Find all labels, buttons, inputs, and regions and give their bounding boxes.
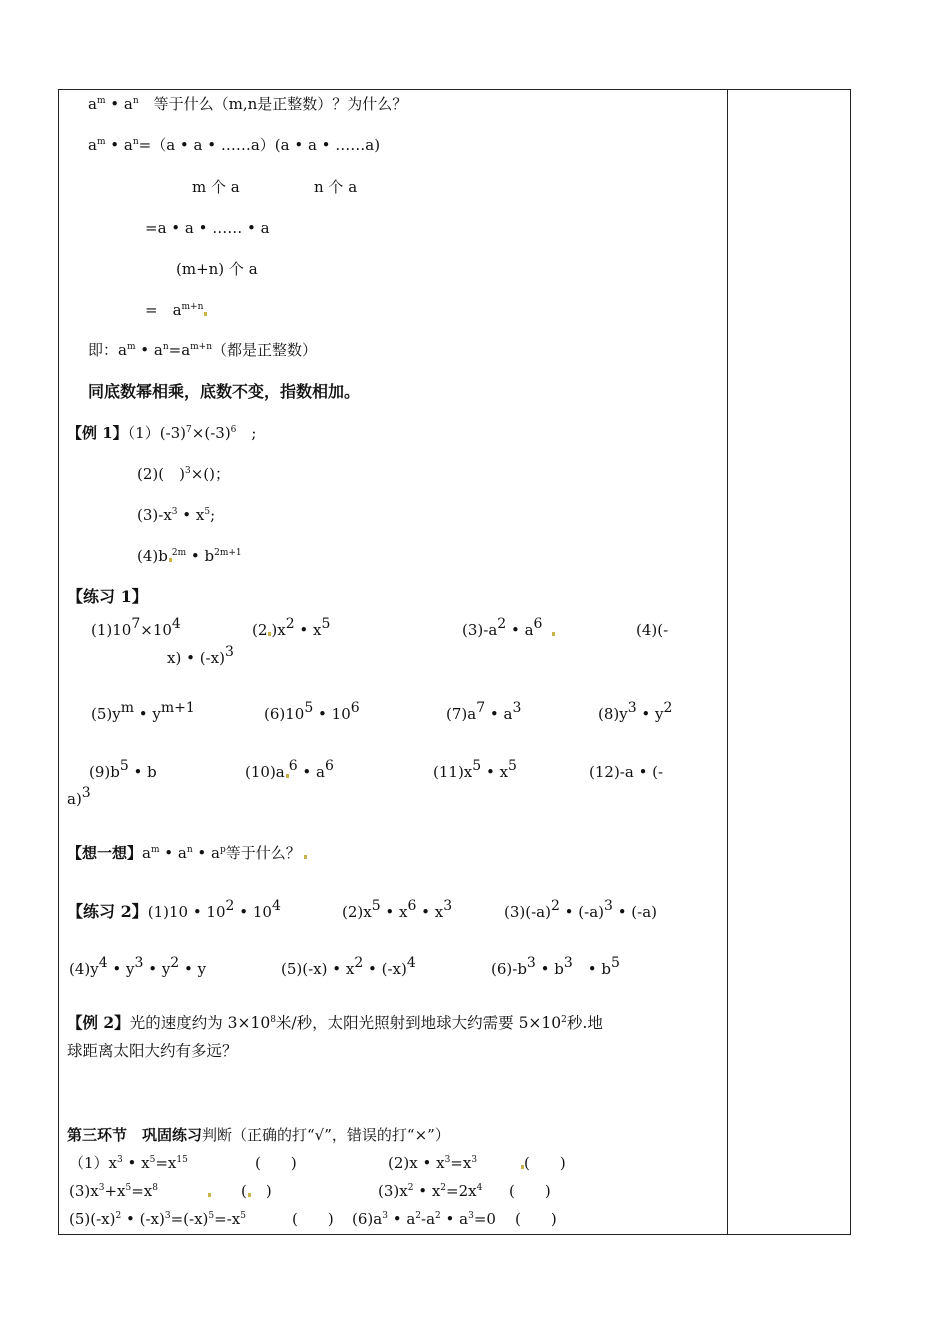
rule-statement: 同底数幂相乘，底数不变，指数相加。 xyxy=(88,382,361,401)
example2-line-1: 【例 2】光的速度约为 $3\times 10^8$米/秒，太阳光照射到地球大约需要 $5\times 10^2$秒.地 xyxy=(67,1013,603,1032)
m-count-label: m 个 a xyxy=(192,178,240,196)
mn-count-label: (m+n) 个 a xyxy=(176,260,258,278)
judge-item-5: $(5)(-x)^2$ • $(-x)^3=(-x)^5=-x^5$ xyxy=(69,1210,246,1228)
judge-item-6: $(6)a^3$ • $a^2-a^2$ • $a^3=0$ xyxy=(352,1210,496,1228)
judge-blank-6[interactable]: ( ) xyxy=(515,1210,557,1228)
practice1-item-5: $(5)y^m$ • $y^{m+1}$ xyxy=(91,700,195,723)
practice1-item-10: (10)a $^6$ • $a^6$ xyxy=(245,758,334,781)
example1-line-4: (4)b $^{2m}$ • $b^{2m+1}$ xyxy=(137,547,242,565)
practice1-item-6: $(6)10^5$ • $10^6$ xyxy=(264,700,360,723)
judge-item-2: (2)x • $x^3=x^3$ xyxy=(388,1154,478,1172)
practice2-item-2: $(2)x^5$ • $x^6$ • $x^3$ xyxy=(342,898,453,921)
judge-item-4: $(3)x^2$ • $x^2=2x^4$ xyxy=(378,1182,483,1200)
judge-blank-4[interactable]: ( ) xyxy=(509,1182,551,1200)
practice2-item-3: $(3)(-a)^2$ • $(-a)^3$ • (-a) xyxy=(504,898,658,921)
practice2-item-5: (5)(-x) • $x^2$ • $(-x)^4$ xyxy=(281,955,416,978)
practice2-item-6: $(6)-b^3$ • $b^3$ • $b^5$ xyxy=(491,955,620,978)
example1-line-3: $(3)-x^3$ • $x^5$; xyxy=(137,506,216,524)
judge-blank-2[interactable]: ( ) xyxy=(520,1153,566,1173)
practice1-item-4b: x) • $(-x)^3$ xyxy=(167,644,234,667)
derivation-line-2: =a • a • …… • a xyxy=(145,219,270,237)
judge-blank-3[interactable]: ( ) xyxy=(207,1181,272,1201)
practice2-item-4: $(4)y^4$ • $y^3$ • $y^2$ • y xyxy=(69,955,207,978)
n-count-label: n 个 a xyxy=(314,178,358,196)
practice1-item-7: $(7)a^7$ • $a^3$ xyxy=(446,700,522,723)
practice1-item-9: $(9)b^5$ • b xyxy=(89,758,157,781)
practice1-item-4a: (4)(- xyxy=(636,621,669,639)
example2-line-2: 球距离太阳大约有多远？ xyxy=(67,1042,238,1060)
practice1-item-12b: a)$^3$ xyxy=(67,785,91,808)
practice1-item-2: (2 )$x^2$ • $x^5$ xyxy=(252,616,331,639)
practice1-item-11: $(11)x^5$ • $x^5$ xyxy=(433,758,517,781)
practice1-item-12a: (12)-a • (- xyxy=(589,763,664,781)
practice1-item-3: $(3)-a^2$ • $a^6$ xyxy=(462,620,555,640)
judge-blank-1[interactable]: ( ) xyxy=(255,1154,297,1172)
derivation-line-1: $a^m$ • $a^n=(a$ • a • ……a）(a • a • ……a) xyxy=(88,136,381,154)
practice1-item-8: $(8)y^3$ • $y^2$ xyxy=(598,700,673,723)
judge-blank-5[interactable]: ( ) xyxy=(292,1210,334,1228)
example1-line-2: (2)( )$^3$×()； xyxy=(137,465,230,483)
practice1-item-1: $(1)10^7\times 10^4$ xyxy=(91,616,181,639)
practice1-label: 【练习 1】 xyxy=(67,587,148,606)
practice2-line-1: 【练习 2】(1)10 • $10^2$ • $10^4$ xyxy=(67,898,281,921)
question-line: $a^m$ • $a^n$ 等于什么（m,n是正整数）？为什么？ xyxy=(88,95,408,113)
derivation-line-3: = $a^{m+n}$ xyxy=(145,300,207,320)
judge-item-1: $(1)x^3$ • $x^5=x^{15}$ xyxy=(69,1154,188,1172)
column-divider xyxy=(727,89,728,1235)
example1-line-1: 【例 1】$(1)(-3)^7\times(-3)^6$ ; xyxy=(67,424,257,442)
judge-item-3: $(3)x^3+x^5=x^8$ xyxy=(69,1182,158,1200)
conclusion-line: 即：$a^m$ • $a^n=a^{m+n}$（都是正整数） xyxy=(88,341,318,359)
section3-heading: 第三环节 巩固练习判断（正确的打“√”，错误的打“×”） xyxy=(67,1126,450,1144)
think-line: 【想一想】$a^m$ • $a^n$ • $a^p$等于什么？ xyxy=(67,843,307,863)
